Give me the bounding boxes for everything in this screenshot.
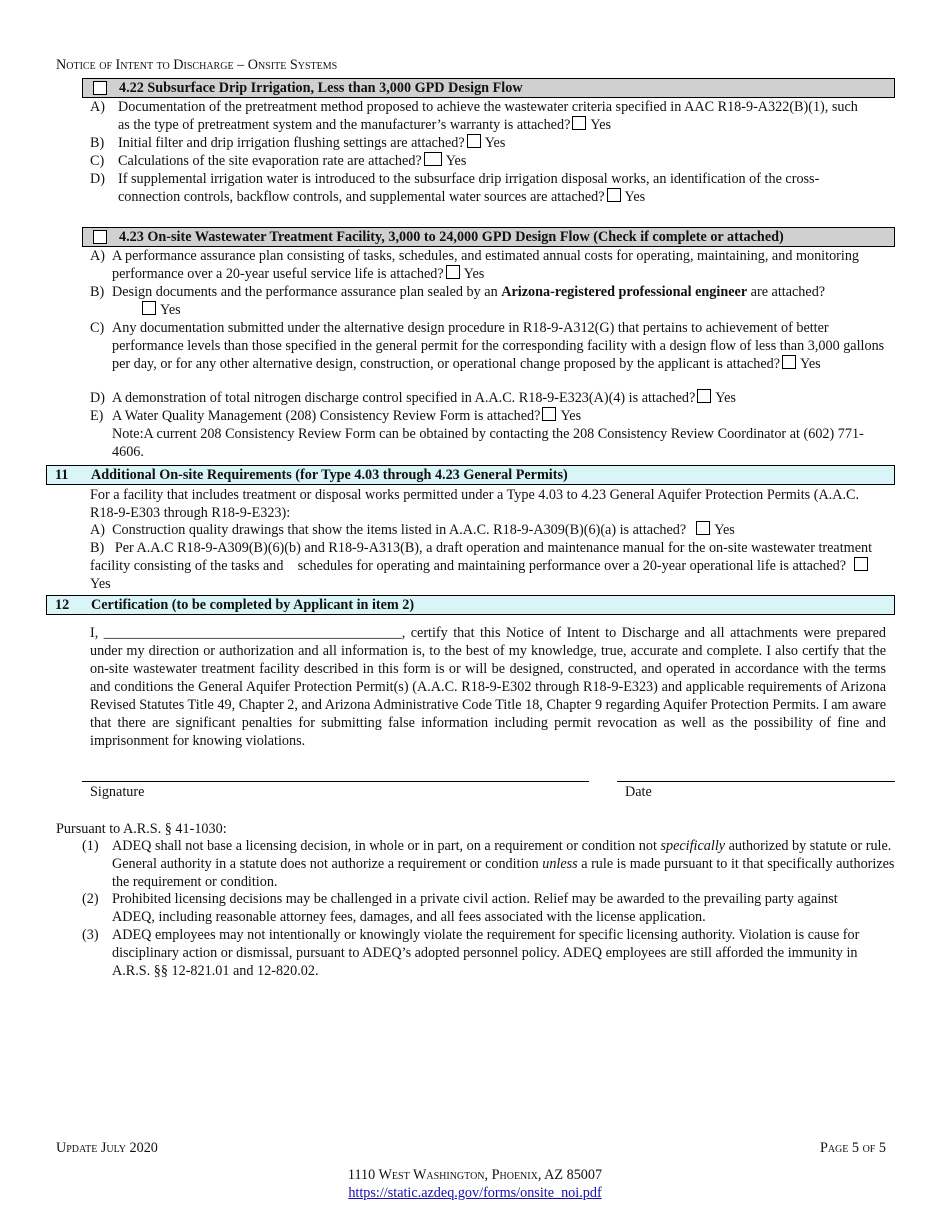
section-4-23-title: 4.23 On-site Wastewater Treatment Facility, 3,000 to 24,000 GPD Design Flow (Check if complete or attached) <box>119 229 784 245</box>
yes-checkbox[interactable] <box>467 134 481 148</box>
section-12-number: 12 <box>55 597 70 613</box>
section-4-23-header <box>82 227 895 247</box>
section-4-23-note: Note:A current 208 Consistency Review Form can be obtained by contacting the 208 Consistency Review Coordinator at (602) 771-4606. <box>112 426 864 460</box>
list-item: D) If supplemental irrigation water is introduced to the subsurface drip irrigation disposal works, an identification of the cross-connection controls, backflow controls, and supplemental water sources are attached? Yes <box>90 171 820 205</box>
section-11-title: Additional On-site Requirements (for Type 4.03 through 4.23 General Permits) <box>91 467 568 483</box>
footer-address: 1110 West Washington, Phoenix, AZ 85007 <box>347 1167 603 1183</box>
certification-text: I, __________________________________________, certify that this Notice of Intent to Discharge and all attachments were prepared under my direction or authorization and all information is, to the best of my knowledge, true, accurate and complete. I also certify that the on-site wastewater treatment facility described in this form is or will be designed, constructed, and operated in accordance with the terms and conditions the General Aquifer Protection Permit(s) (A.A.C. R18-9-E302 through R18-9-E323) and applicable requirements of Arizona Revised Statutes Title 49, Chapter 2, and Arizona Administrative Code Title 18, Chapter 9 regarding Aquifer Protection Permits. I am aware that there are significant penalties for submitting false information including permit revocation as well as the possibility of fine and imprisonment for knowing violations. <box>90 625 886 749</box>
section-11-intro: For a facility that includes treatment or disposal works permitted under a Type 4.03 to 4.23 General Aquifer Protection Permits (A.A.C. R18-9-E303 through R18-9-E323): <box>90 487 860 521</box>
list-item: A) Construction quality drawings that show the items listed in A.A.C. R18-9-A309(B)(6)(a) is attached? Yes <box>90 522 735 538</box>
signature-label: Signature <box>90 784 145 800</box>
list-item: D) A demonstration of total nitrogen discharge control specified in A.A.C. R18-9-E323(A)(4) is attached? Yes <box>90 390 736 406</box>
statute-heading: Pursuant to A.R.S. § 41-1030: <box>56 821 227 837</box>
section-11-header <box>46 465 895 485</box>
section-4-23-checkbox[interactable] <box>93 230 107 244</box>
list-item: C) Calculations of the site evaporation rate are attached? Yes <box>90 153 467 169</box>
yes-checkbox[interactable] <box>697 389 711 403</box>
yes-checkbox[interactable] <box>607 188 621 202</box>
yes-checkbox[interactable] <box>446 265 460 279</box>
list-item: A) A performance assurance plan consisting of tasks, schedules, and estimated annual costs for operating, maintaining, and monitoring performance over a 20-year useful service life is attached? Yes <box>90 248 860 282</box>
footer-update: Update July 2020 <box>56 1140 158 1156</box>
yes-checkbox[interactable] <box>142 301 156 315</box>
yes-checkbox[interactable] <box>782 355 796 369</box>
yes-checkbox[interactable] <box>696 521 710 535</box>
list-item: B) Initial filter and drip irrigation flushing settings are attached? Yes <box>90 135 506 151</box>
yes-checkbox[interactable] <box>542 407 556 421</box>
list-item: (3) ADEQ employees may not intentionally or knowingly violate the requirement for specific licensing authority. Violation is cause for disciplinary action or dismissal, pursuant to ADEQ’s adopted personnel policy. ADEQ employees are still afforded the immunity in A.R.S. §§ 12-821.01 and 12-820.02. <box>82 927 860 979</box>
section-12-header <box>46 595 895 615</box>
date-label: Date <box>625 784 652 800</box>
section-4-22-header <box>82 78 895 98</box>
list-item: C) Any documentation submitted under the alternative design procedure in R18-9-A312(G) that pertains to achievement of better performance levels than those specified in the general permit for the corresponding facility with a design flow of less than 3,000 gallons per day, or for any other alternative design, construction, or operational change proposed by the applicant is attached? Yes <box>90 320 885 372</box>
section-11-number: 11 <box>55 467 69 483</box>
footer-page-number: Page 5 of 5 <box>819 1140 886 1156</box>
list-item: A) Documentation of the pretreatment method proposed to achieve the wastewater criteria specified in AAC R18-9-A322(B)(1), such as the type of pretreatment system and the manufacturer’s warranty is attached? Yes <box>90 99 858 133</box>
section-4-22-title: 4.22 Subsurface Drip Irrigation, Less than 3,000 GPD Design Flow <box>119 80 523 96</box>
yes-checkbox[interactable] <box>572 116 586 130</box>
list-item: B) Per A.A.C R18-9-A309(B)(6)(b) and R18-9-A313(B), a draft operation and maintenance manual for the on-site wastewater treatment facility consisting of the tasks and schedules for operating and maintaining performance over a 20-year operational life is attached?Yes <box>90 540 876 592</box>
footer-url-link[interactable]: https://static.azdeq.gov/forms/onsite_noi.pdf <box>348 1185 602 1201</box>
section-4-22-checkbox[interactable] <box>93 81 107 95</box>
signature-line[interactable] <box>82 781 589 782</box>
date-line[interactable] <box>617 781 895 782</box>
page-header-title: Notice of Intent to Discharge – Onsite Systems <box>56 57 338 73</box>
list-item: (2) Prohibited licensing decisions may be challenged in a private civil action. Relief may be awarded to the prevailing party against ADEQ, including reasonable attorney fees, damages, and all fees associated with the license application. <box>82 891 838 925</box>
footer-link-wrapper <box>0 1184 950 1202</box>
yes-checkbox[interactable] <box>424 152 442 166</box>
yes-checkbox[interactable] <box>854 557 868 571</box>
list-item: E) A Water Quality Management (208) Consistency Review Form is attached? Yes <box>90 408 582 424</box>
section-12-title: Certification (to be completed by Applicant in item 2) <box>91 597 415 613</box>
list-item: (1) ADEQ shall not base a licensing decision, in whole or in part, on a requirement or condition not specifically authorized by statute or rule. General authority in a statute does not authorize a requirement or condition unless a rule is made pursuant to it that specifically authorizes the requirement or condition. <box>82 838 895 890</box>
list-item: B) Design documents and the performance assurance plan sealed by an Arizona-registered professional engineer are attached?Yes <box>90 284 826 318</box>
